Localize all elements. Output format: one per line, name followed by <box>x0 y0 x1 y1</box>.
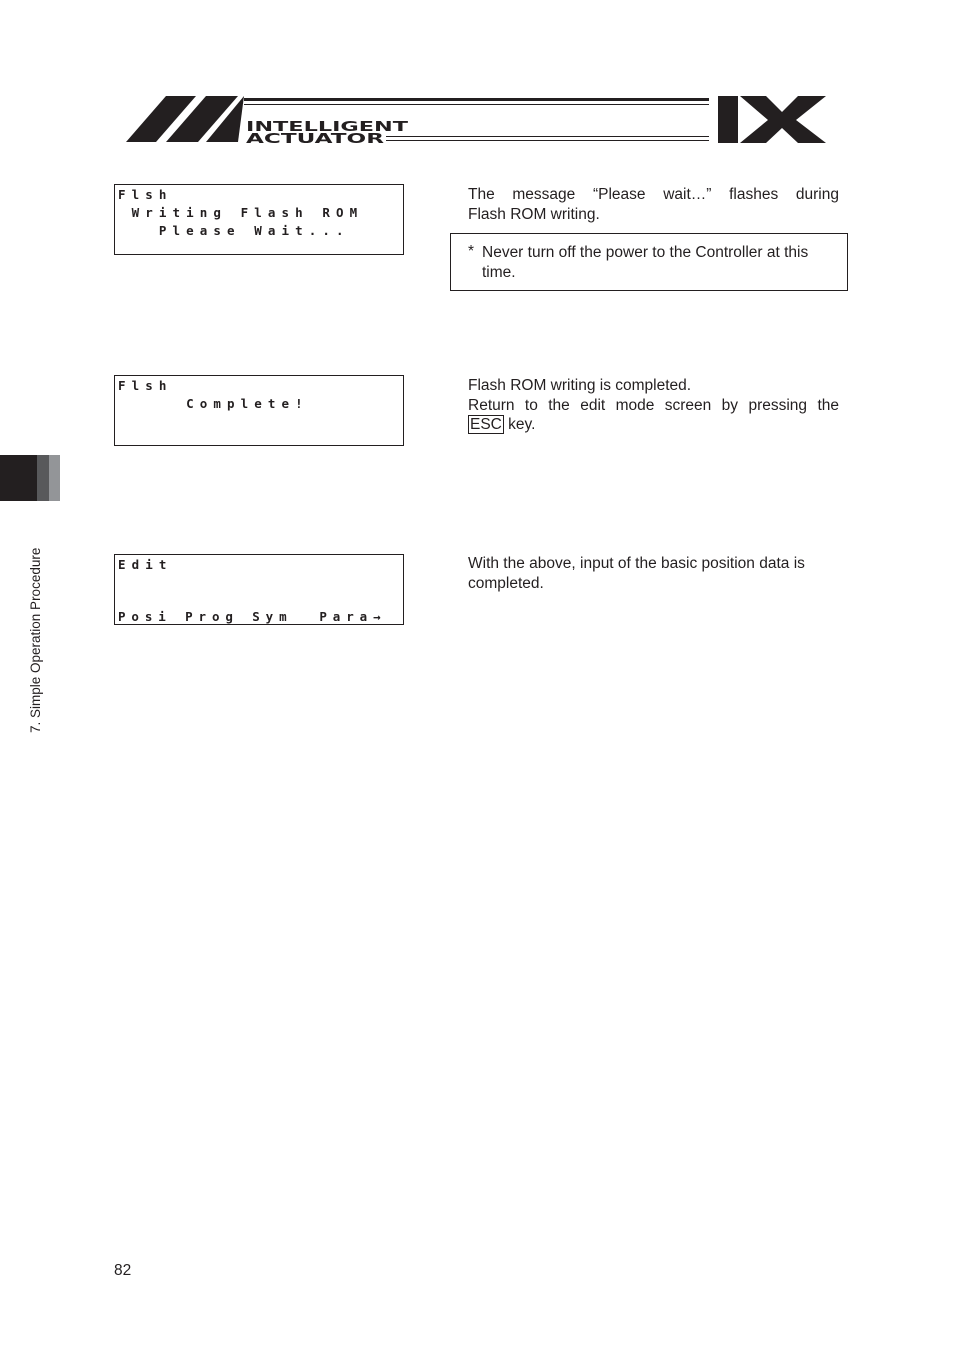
step2-text-line1: Flash ROM writing is completed. <box>468 377 692 394</box>
lcd-line: Flsh <box>118 187 173 202</box>
lcd-line: Posi Prog Sym Para→ <box>118 609 387 624</box>
lcd-line: Edit <box>118 557 173 572</box>
step1-text-line1: The message “Please wait…” flashes during <box>468 186 839 203</box>
step3-description: With the above, input of the basic position data is completed. <box>468 555 805 592</box>
ix-mark <box>718 96 826 143</box>
lcd-line: Please Wait... <box>118 223 350 238</box>
warning-note <box>450 233 848 291</box>
step2-text-line3-wrap <box>468 415 839 435</box>
page-number: 82 <box>114 1262 132 1279</box>
chapter-label: 7. Simple Operation Procedure <box>28 547 43 733</box>
lcd-screen-edit <box>114 554 404 625</box>
logo-product: IX <box>766 124 767 125</box>
intelligent-actuator-logo <box>126 92 828 148</box>
lcd-line: Flsh <box>118 378 173 393</box>
chapter-tab <box>0 455 60 501</box>
logo-line2: ACTUATOR <box>246 132 384 147</box>
lcd-line: Complete! <box>118 396 309 411</box>
note-text: Never turn off the power to the Controller at this time. <box>482 244 809 281</box>
step1-text-line2: Flash ROM writing. <box>468 205 600 223</box>
note-asterisk: * <box>468 243 475 260</box>
step2-text-line3: key. <box>503 416 536 433</box>
lcd-screen-complete <box>114 375 404 446</box>
logo-line1: INTELLIGENT <box>246 120 409 135</box>
step2-description <box>468 376 839 435</box>
esc-key-label: ESC <box>470 416 502 433</box>
lcd-line: Writing Flash ROM <box>118 205 364 220</box>
step1-description <box>468 185 839 224</box>
step2-text-line2: Return to the edit mode screen by pressing the <box>468 396 839 414</box>
lcd-screen-writing <box>114 184 404 255</box>
